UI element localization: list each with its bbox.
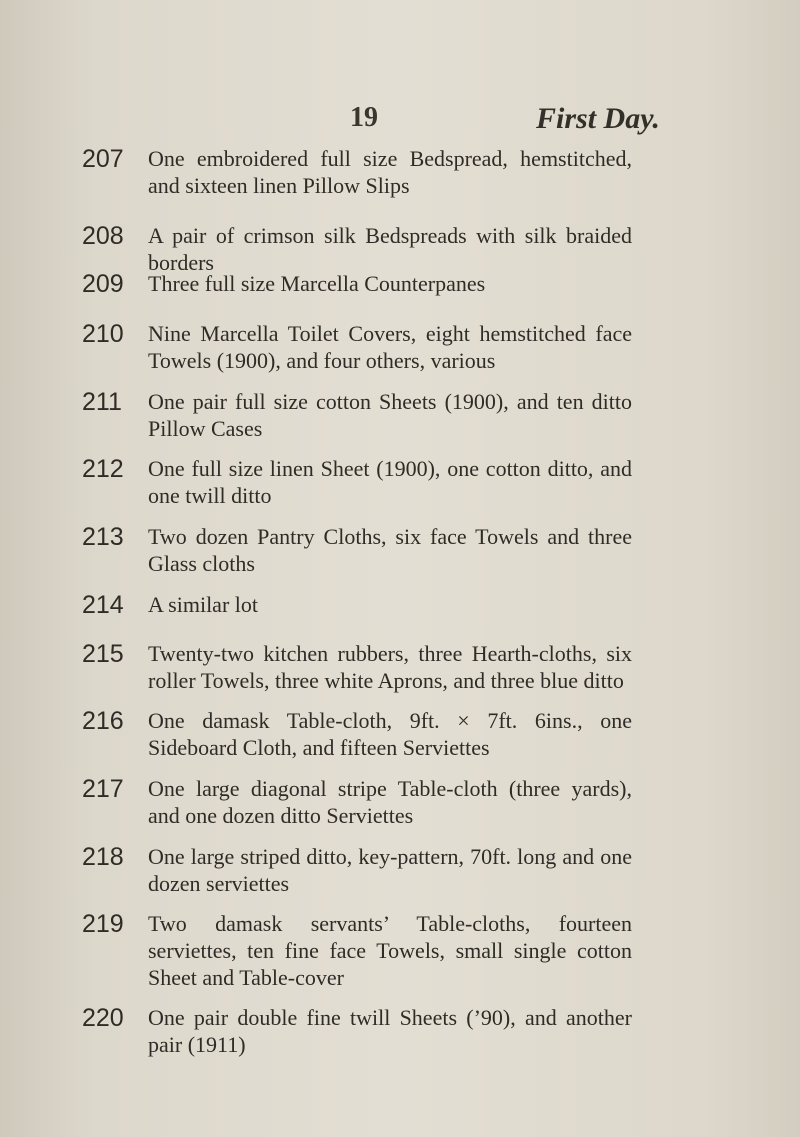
- lot-description: Twenty-two kitchen rubbers, three Hearth-cloths, six roller Towels, three white Aprons, and three blue ditto: [148, 641, 632, 693]
- lot-number: 216: [82, 707, 124, 735]
- lot-number: 220: [82, 1004, 124, 1032]
- lot-number: 211: [82, 388, 122, 416]
- lot-number: 218: [82, 843, 124, 871]
- lot-description: One pair double fine twill Sheets (’90), and another pair (1911): [148, 1005, 632, 1057]
- lot-number: 209: [82, 270, 124, 298]
- page-number: 19: [350, 102, 378, 133]
- lot-number: 213: [82, 523, 124, 551]
- lot-number: 207: [82, 145, 124, 173]
- lot-description: One large diagonal stripe Table-cloth (three yards), and one dozen ditto Serviettes: [148, 776, 632, 828]
- lot-number: 212: [82, 455, 124, 483]
- lot-description: One full size linen Sheet (1900), one cotton ditto, and one twill ditto: [148, 456, 632, 508]
- page-header: [0, 102, 800, 142]
- lot-number: 219: [82, 910, 124, 938]
- lot-number: 210: [82, 320, 124, 348]
- lot-description: One embroidered full size Bedspread, hemstitched, and sixteen linen Pillow Slips: [148, 146, 632, 198]
- lot-description: A similar lot: [148, 592, 258, 617]
- lot-number: 215: [82, 640, 124, 668]
- lot-number: 217: [82, 775, 124, 803]
- lot-number: 214: [82, 591, 124, 619]
- lot-description: Two damask servants’ Table-cloths, fourteen serviettes, ten fine face Towels, small single cotton Sheet and Table-cover: [148, 911, 632, 990]
- lot-description: Nine Marcella Toilet Covers, eight hemstitched face Towels (1900), and four others, various: [148, 321, 632, 373]
- lot-description: A pair of crimson silk Bedspreads with silk braided borders: [148, 223, 632, 275]
- lot-description: Three full size Marcella Counterpanes: [148, 271, 486, 296]
- lot-description: One pair full size cotton Sheets (1900), and ten ditto Pillow Cases: [148, 389, 632, 441]
- lot-description: Two dozen Pantry Cloths, six face Towels and three Glass cloths: [148, 524, 632, 576]
- running-head: First Day.: [536, 102, 660, 135]
- lot-description: One large striped ditto, key-pattern, 70ft. long and one dozen serviettes: [148, 844, 632, 896]
- lot-number: 208: [82, 222, 124, 250]
- lot-description: One damask Table-cloth, 9ft. × 7ft. 6ins., one Sideboard Cloth, and fifteen Serviettes: [148, 708, 632, 760]
